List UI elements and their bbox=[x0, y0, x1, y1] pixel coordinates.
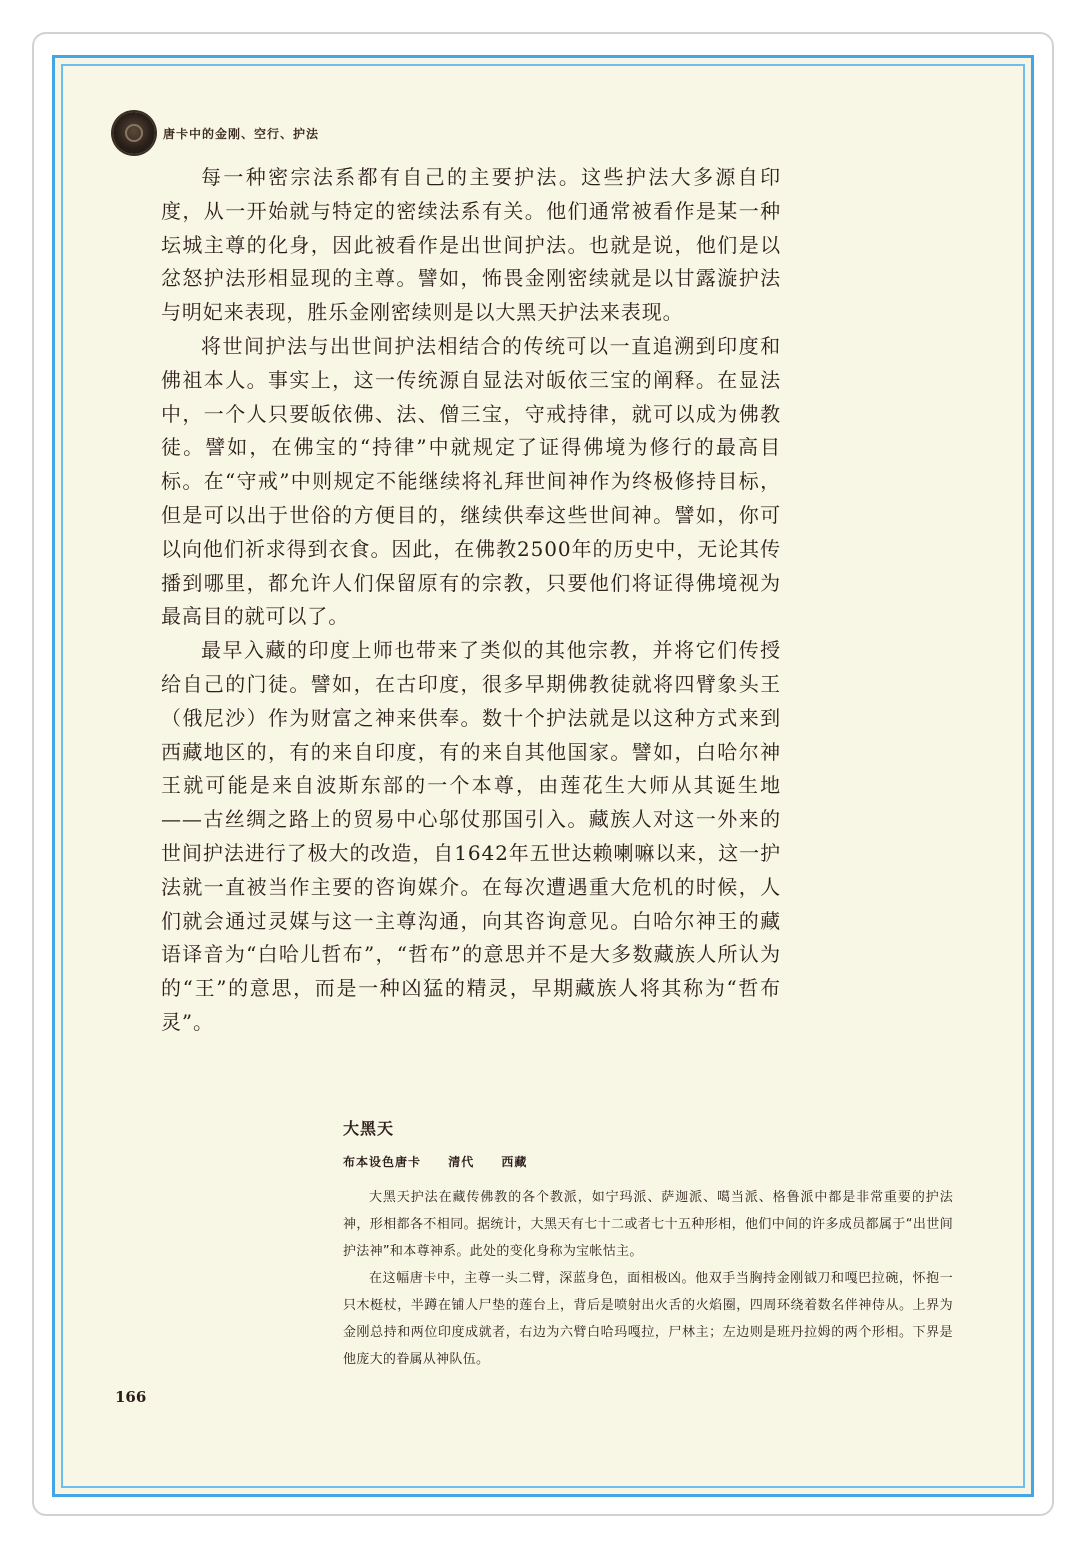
caption-paragraph: 在这幅唐卡中，主尊一头二臂，深蓝身色，面相极凶。他双手当胸持金刚钺刀和嘎巴拉碗，怀抱一只木梃杖，半蹲在铺人尸垫的莲台上，背后是喷射出火舌的火焰圈，四周环绕着数名伴神侍从。上界为金刚总持和两位印度成就者，右边为六臂白哈玛嘎拉，尸林主；左边则是班丹拉姆的两个形相。下界是他庞大的眷属从神队伍。 bbox=[343, 1271, 953, 1367]
body-paragraph: 最早入藏的印度上师也带来了类似的其他宗教，并将它们传授给自己的门徒。譬如，在古印度，很多早期佛教徒就将四臂象头王（俄尼沙）作为财富之神来供奉。数十个护法就是以这种方式来到西藏地区的，有的来自印度，有的来自其他国家。譬如，白哈尔神王就可能是来自波斯东部的一个本尊，由莲花生大师从其诞生地——古丝绸之路上的贸易中心邬仗那国引入。藏族人对这一外来的世间护法进行了极大的改造，自1642年五世达赖喇嘛以来，这一护法就一直被当作主要的咨询媒介。在每次遭遇重大危机的时候，人们就会通过灵媒与这一主尊沟通，向其咨询意见。白哈尔神王的藏语译音为“白哈儿哲布”，“哲布”的意思并不是大多数藏族人所认为的“王”的意思，而是一种凶猛的精灵，早期藏族人将其称为“哲布灵”。 bbox=[161, 638, 781, 1034]
page-number: 166 bbox=[115, 1388, 147, 1406]
caption-paragraph: 大黑天护法在藏传佛教的各个教派，如宁玛派、萨迦派、噶当派、格鲁派中都是非常重要的护法神，形相都各不相同。据统计，大黑天有七十二或者七十五种形相，他们中间的许多成员都属于“出世间护法神”和本尊神系。此处的变化身称为宝帐怙主。 bbox=[343, 1190, 953, 1259]
page-inner-frame bbox=[61, 64, 1025, 1488]
caption-text bbox=[343, 1184, 953, 1373]
mandala-emblem-icon bbox=[113, 112, 155, 154]
page-frame bbox=[52, 55, 1034, 1497]
caption-place: 西藏 bbox=[501, 1155, 528, 1169]
page-header bbox=[113, 108, 319, 158]
caption-period: 清代 bbox=[448, 1155, 475, 1169]
body-paragraph: 每一种密宗法系都有自己的主要护法。这些护法大多源自印度，从一开始就与特定的密续法系有关。他们通常被看作是某一种坛城主尊的化身，因此被看作是出世间护法。也就是说，他们是以忿怒护法形相显现的主尊。譬如，怖畏金刚密续就是以甘露漩护法与明妃来表现，胜乐金刚密续则是以大黑天护法来表现。 bbox=[161, 165, 781, 325]
running-head: 唐卡中的金刚、空行、护法 bbox=[163, 126, 320, 141]
caption-title: 大黑天 bbox=[343, 1119, 395, 1138]
body-paragraph: 将世间护法与出世间护法相结合的传统可以一直追溯到印度和佛祖本人。事实上，这一传统源自显法对皈依三宝的阐释。在显法中，一个人只要皈依佛、法、僧三宝，守戒持律，就可以成为佛教徒。譬如，在佛宝的“持律”中就规定了证得佛境为修行的最高目标。在“守戒”中则规定不能继续将礼拜世间神作为终极修持目标，但是可以出于世俗的方便目的，继续供奉这些世间神。譬如，你可以向他们祈求得到衣食。因此，在佛教2500年的历史中，无论其传播到哪里，都允许人们保留原有的宗教，只要他们将证得佛境视为最高目的就可以了。 bbox=[161, 333, 781, 629]
figure-caption bbox=[343, 1116, 953, 1373]
body-text bbox=[161, 161, 781, 1040]
caption-medium: 布本设色唐卡 bbox=[343, 1155, 422, 1169]
caption-subtitle bbox=[343, 1153, 953, 1170]
